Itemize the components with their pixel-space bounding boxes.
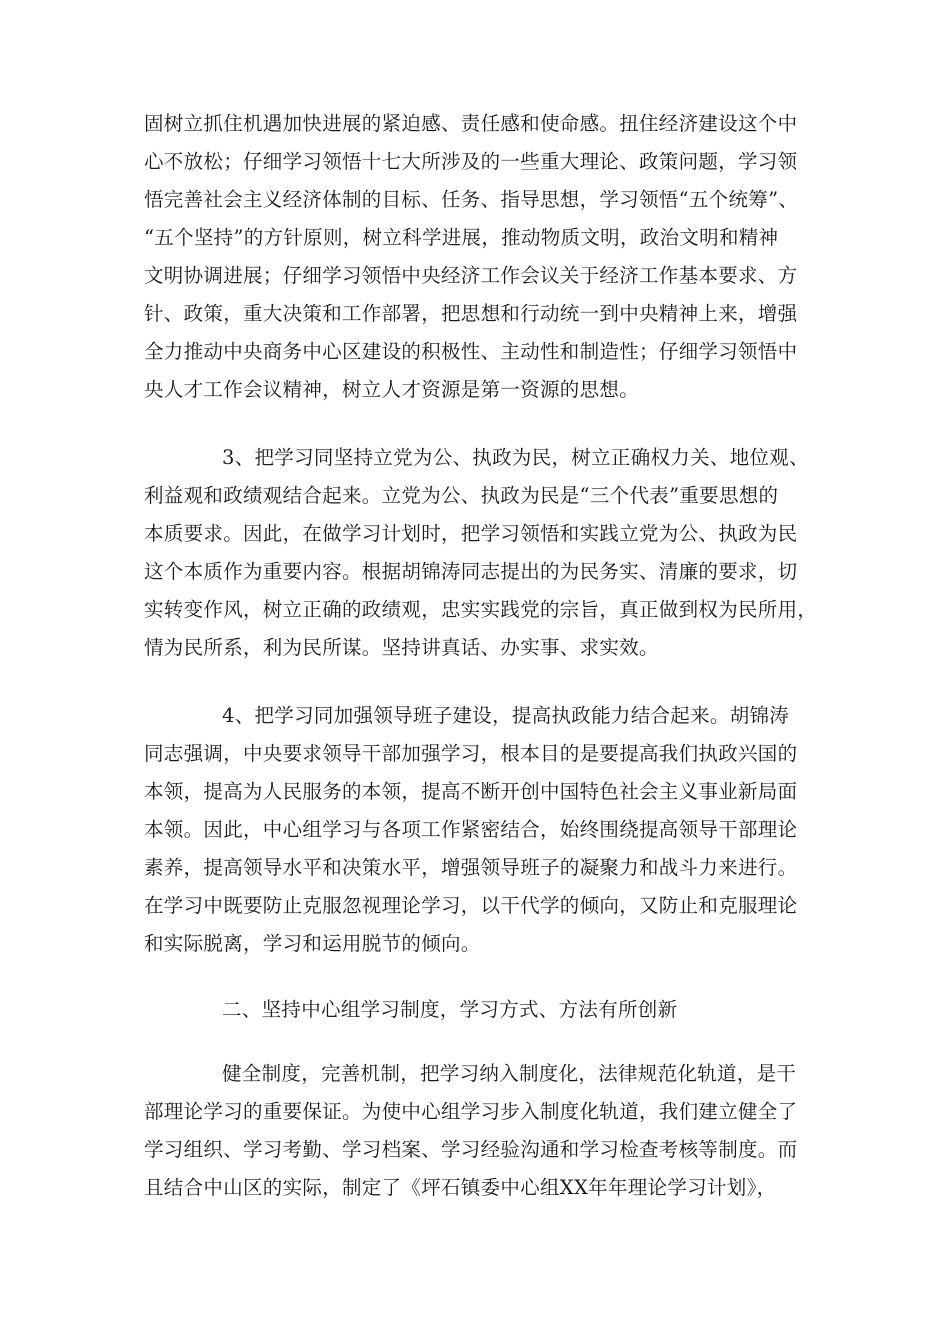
text-line: 学习组织、学习考勤、学习档案、学习经验沟通和学习检查考核等制度。而: [144, 1138, 798, 1161]
text-line: 悟完善社会主义经济体制的目标、任务、指导思想，学习领悟“五个统筹”、: [144, 188, 799, 211]
text-line: “五个坚持”的方针原则，树立科学进展，推动物质文明，政治文明和精神: [144, 226, 779, 249]
text-line: 本领。因此，中心组学习与各项工作紧密结合，始终围绕提高领导干部理论: [144, 818, 798, 841]
text-line: 部理论学习的重要保证。为使中心组学习步入制度化轨道，我们建立健全了: [144, 1100, 798, 1123]
text-line: 实转变作风，树立正确的政绩观，忠实实践党的宗旨，真正做到权为民所用，: [144, 598, 818, 621]
text-line: 同志强调，中央要求领导干部加强学习，根本目的是要提高我们执政兴国的: [144, 742, 798, 765]
text-line: 健全制度，完善机制，把学习纳入制度化，法律规范化轨道，是干: [222, 1062, 797, 1085]
paragraph-heading-4: 4、把学习同加强领导班子建设，提高执政能力结合起来。胡锦涛: [222, 704, 790, 727]
text-line: 本领，提高为人民服务的本领，提高不断开创中国特色社会主义事业新局面: [144, 780, 798, 803]
text-line: 在学习中既要防止克服忽视理论学习，以干代学的倾向，又防止和克服理论: [144, 894, 798, 917]
text-line: 且结合中山区的实际，制定了《坪石镇委中心组XX年年理论学习计划》，: [144, 1176, 777, 1199]
text-line: 和实际脱离，学习和运用脱节的倾向。: [144, 932, 481, 955]
text-line: 固树立抓住机遇加快进展的紧迫感、责任感和使命感。扭住经济建设这个中: [144, 112, 798, 135]
text-line: 全力推动中央商务中心区建设的积极性、主动性和制造性；仔细学习领悟中: [144, 340, 798, 363]
text-line: 针、政策，重大决策和工作部署，把思想和行动统一到中央精神上来，增强: [144, 302, 798, 325]
text-line: 本质要求。因此，在做学习计划时，把学习领悟和实践立党为公、执政为民: [144, 522, 798, 545]
text-line: 文明协调进展；仔细学习领悟中央经济工作会议关于经济工作基本要求、方: [144, 264, 798, 287]
section-heading: 二、坚持中心组学习制度，学习方式、方法有所创新: [222, 998, 678, 1021]
text-line: 素养，提高领导水平和决策水平，增强领导班子的凝聚力和战斗力来进行。: [144, 856, 798, 879]
text-line: 情为民所系，利为民所谋。坚持讲真话、办实事、求实效。: [144, 636, 659, 659]
text-line: 这个本质作为重要内容。根据胡锦涛同志提出的为民务实、清廉的要求，切: [144, 560, 798, 583]
text-line: 利益观和政绩观结合起来。立党为公、执政为民是“三个代表”重要思想的: [144, 484, 779, 507]
text-line: 心不放松；仔细学习领悟十七大所涉及的一些重大理论、政策问题，学习领: [144, 150, 798, 173]
paragraph-heading-3: 3、把学习同坚持立党为公、执政为民，树立正确权力关、地位观、: [222, 446, 809, 469]
text-line: 央人才工作会议精神，树立人才资源是第一资源的思想。: [144, 378, 640, 401]
